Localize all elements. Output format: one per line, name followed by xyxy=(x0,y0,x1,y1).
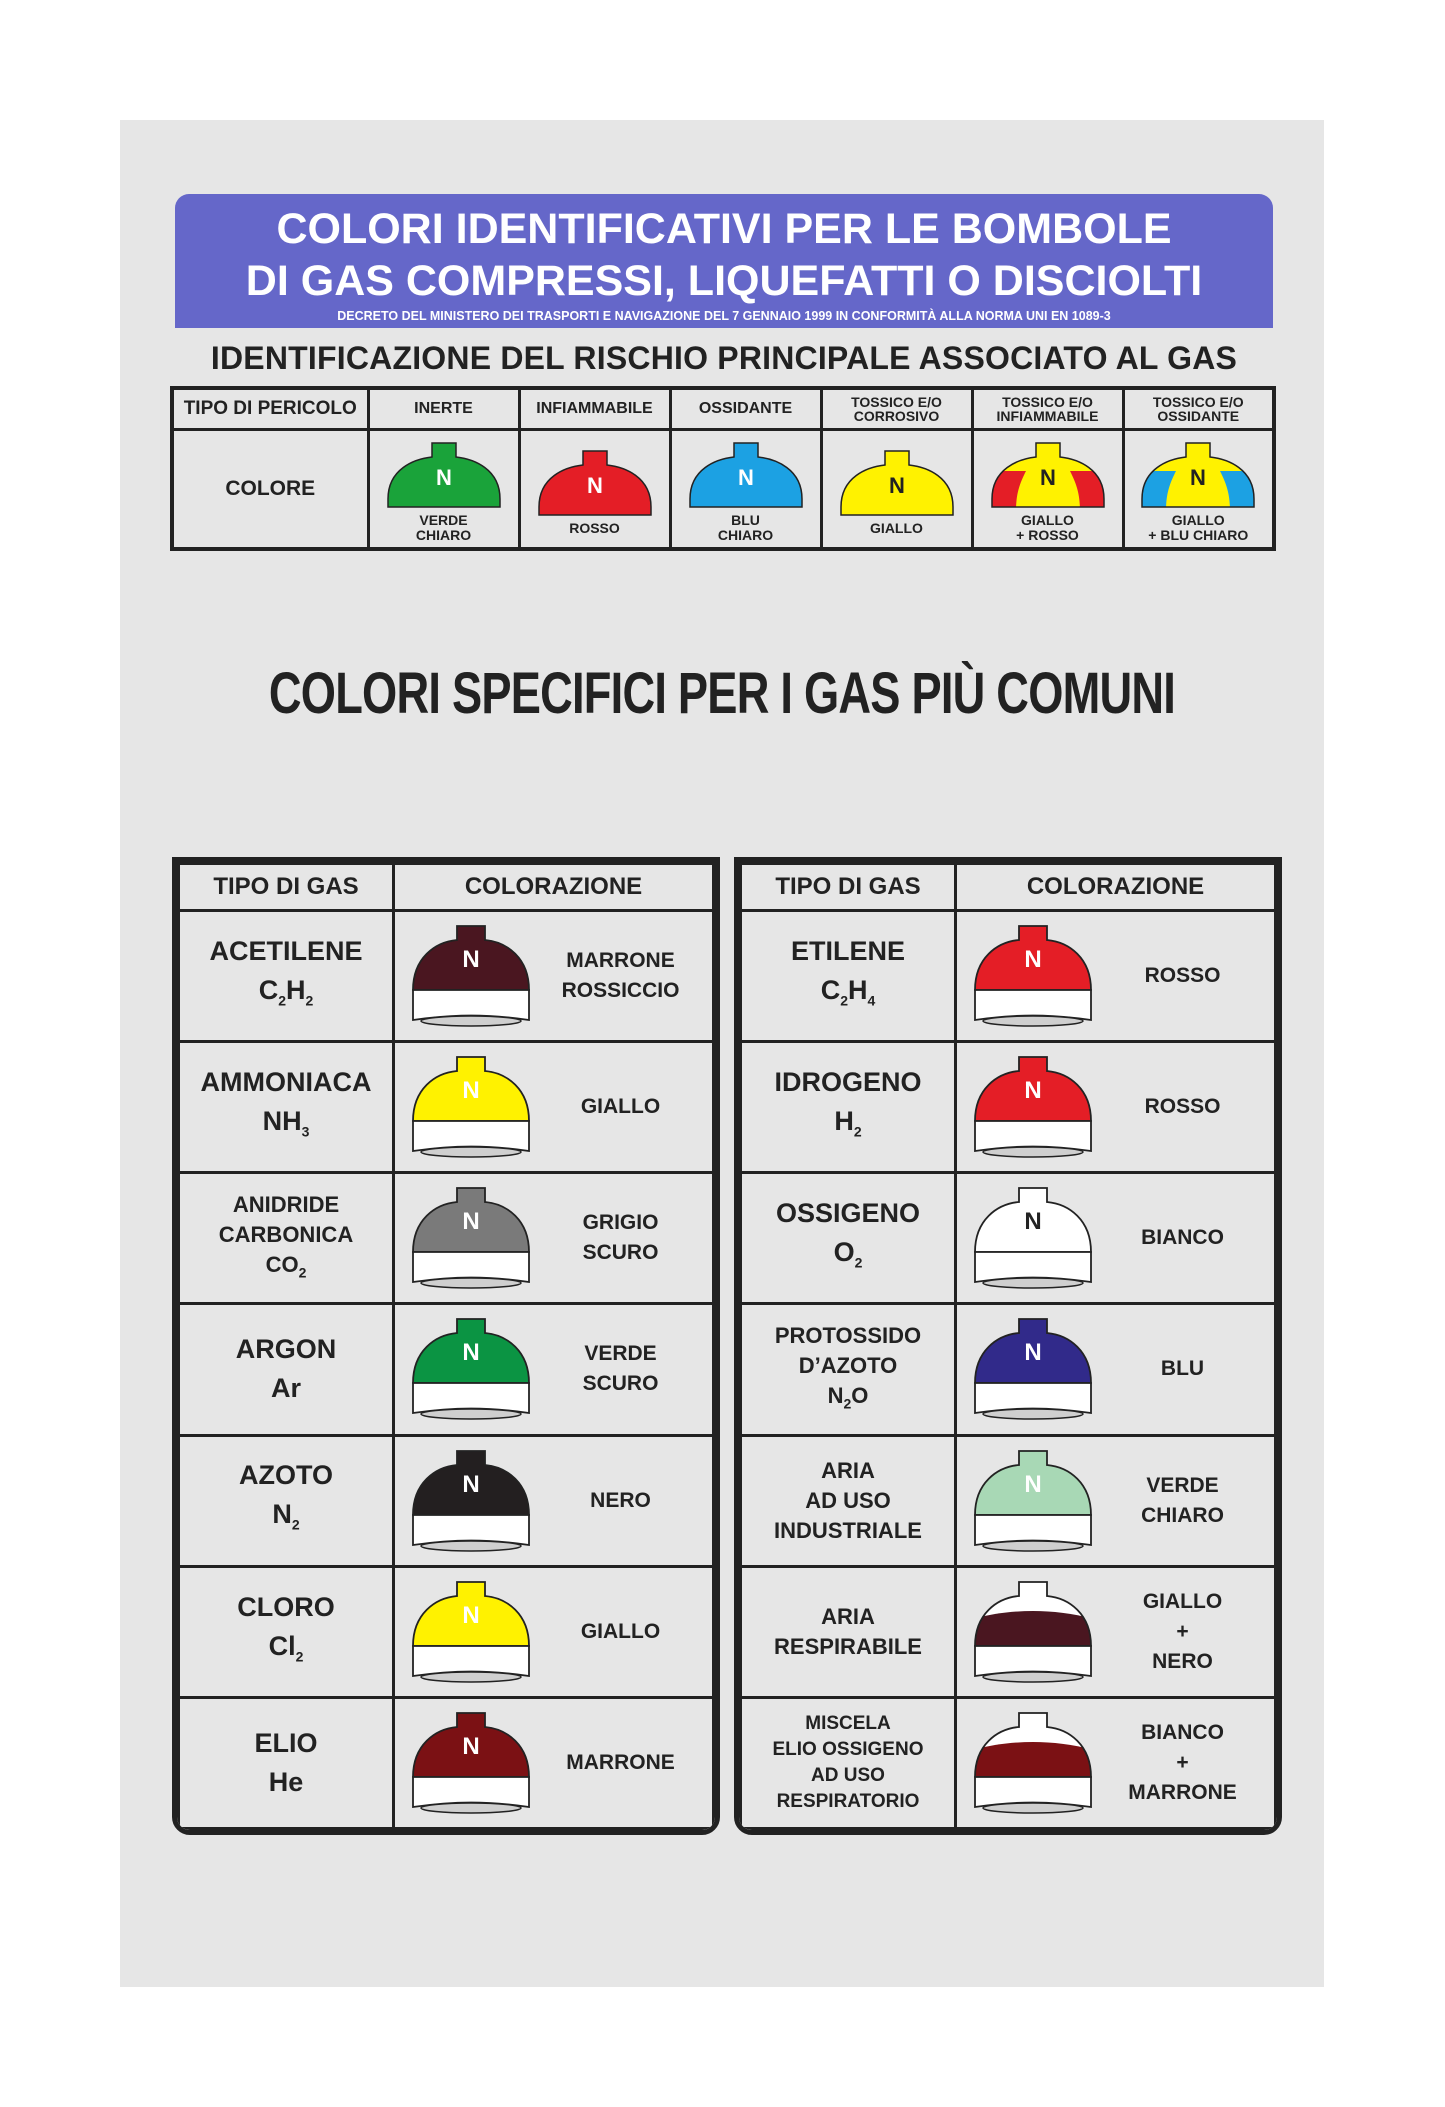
gas-type-cell xyxy=(741,1304,956,1435)
cylinder-cap-icon xyxy=(986,437,1110,511)
gas-type-cell xyxy=(741,1697,956,1828)
cylinder-letter: N xyxy=(462,1339,480,1367)
gas-coloration-cell xyxy=(394,1173,714,1304)
risk-color-name: BLU CHIARO xyxy=(717,512,774,543)
cylinder-letter: N xyxy=(462,1077,480,1105)
formula-subscript: 2 xyxy=(298,1264,307,1281)
gas-type-cell xyxy=(179,1566,394,1697)
risk-color-5 xyxy=(1123,430,1274,550)
gas-row xyxy=(741,911,1276,1042)
risk-color-name: ROSSO xyxy=(569,519,620,536)
gas-row xyxy=(741,1304,1276,1435)
gas-formula xyxy=(180,1762,392,1802)
risk-section-title: IDENTIFICAZIONE DEL RISCHIO PRINCIPALE ASSOCIATO AL GAS xyxy=(210,340,1238,376)
formula-symbol: H xyxy=(834,1106,854,1137)
gas-formula xyxy=(742,1101,954,1151)
formula-subscript: 2 xyxy=(291,1516,300,1533)
risk-type-4: TOSSICO E/O INFIAMMABILE xyxy=(972,388,1123,430)
cylinder-letter: N xyxy=(586,472,603,498)
gas-cylinder-icon xyxy=(969,1447,1097,1555)
gas-name: ACETILENE xyxy=(209,935,363,966)
formula-symbol: NH xyxy=(262,1106,302,1137)
gas-name: ELIO xyxy=(254,1727,318,1758)
gas-cylinder-icon xyxy=(407,1447,535,1555)
risk-type-0: INERTE xyxy=(368,388,519,430)
gas-section-title: COLORI SPECIFICI PER I GAS PIÙ COMUNI xyxy=(268,661,1176,726)
gas-type-cell xyxy=(179,1697,394,1828)
gas-color-name: BIANCO + MARRONE xyxy=(1128,1720,1237,1804)
gas-coloration-cell xyxy=(956,1435,1276,1566)
gas-coloration-cell xyxy=(394,1042,714,1173)
gas-type-cell xyxy=(179,1173,394,1304)
cylinder-letter: N xyxy=(435,465,452,490)
cylinder-cap-icon xyxy=(835,445,959,519)
gas-formula xyxy=(742,970,954,1020)
gas-coloration-cell xyxy=(956,1697,1276,1828)
gas-formula xyxy=(180,1101,392,1151)
title-banner xyxy=(175,194,1273,328)
gas-cylinder-icon xyxy=(407,1709,535,1817)
cylinder-cap-icon xyxy=(1136,437,1260,511)
gas-row xyxy=(179,1042,714,1173)
gas-type-cell xyxy=(741,1566,956,1697)
cylinder-cap-icon xyxy=(382,437,506,511)
gas-cylinder-icon xyxy=(407,922,535,1030)
gas-type-cell xyxy=(741,1042,956,1173)
gas-cylinder-icon xyxy=(969,1578,1097,1686)
cylinder-letter: N xyxy=(1024,1339,1042,1367)
gas-name: IDROGENO xyxy=(774,1067,922,1098)
risk-color-name: VERDE CHIARO xyxy=(415,512,472,543)
gas-row xyxy=(741,1435,1276,1566)
gas-type-cell xyxy=(741,1435,956,1566)
gas-name: ARIA RESPIRABILE xyxy=(774,1603,922,1659)
formula-subscript: 2 xyxy=(853,1123,862,1140)
gas-name: ANIDRIDE CARBONICA xyxy=(218,1191,354,1247)
gas-type-cell xyxy=(179,1042,394,1173)
cylinder-letter: N xyxy=(1024,946,1042,974)
gas-name: OSSIGENO xyxy=(775,1198,921,1229)
gas-coloration-cell xyxy=(394,1697,714,1828)
gas-coloration-cell xyxy=(394,911,714,1042)
gas-type-cell xyxy=(179,1304,394,1435)
cylinder-letter: N xyxy=(1024,1077,1042,1105)
gas-cylinder-icon xyxy=(407,1578,535,1686)
risk-color-2 xyxy=(670,430,821,550)
gas-coloration-cell xyxy=(956,911,1276,1042)
gas-color-name: ROSSO xyxy=(1144,1095,1221,1119)
gas-row xyxy=(179,1697,714,1828)
gas-color-name: VERDE CHIARO xyxy=(1141,1473,1224,1527)
gas-cylinder-icon xyxy=(969,1053,1097,1161)
gas-name: MISCELA ELIO OSSIGENO AD USO RESPIRATORIO xyxy=(772,1712,924,1812)
gas-row xyxy=(179,1435,714,1566)
formula-subscript: 2 xyxy=(295,1647,304,1664)
gas-cylinder-icon xyxy=(969,1709,1097,1817)
gas-cylinder-icon xyxy=(407,1184,535,1292)
col-header-gas-type: TIPO DI GAS xyxy=(179,864,394,911)
cylinder-cap-icon xyxy=(684,437,808,511)
gas-type-cell xyxy=(741,1173,956,1304)
gas-type-cell xyxy=(741,911,956,1042)
cylinder-letter: N xyxy=(462,946,480,974)
gas-cylinder-icon xyxy=(969,1184,1097,1292)
gas-coloration-cell xyxy=(394,1304,714,1435)
risk-color-0 xyxy=(368,430,519,550)
formula-symbol: C xyxy=(258,974,279,1005)
gas-name: PROTOSSIDO D’AZOTO xyxy=(774,1322,922,1378)
gas-name: ARGON xyxy=(235,1334,337,1365)
formula-subscript: 2 xyxy=(843,1395,852,1412)
formula-symbol: H xyxy=(848,974,868,1005)
gas-name: ETILENE xyxy=(790,935,905,966)
formula-symbol: C xyxy=(820,974,841,1005)
gas-color-name: GIALLO + NERO xyxy=(1142,1589,1223,1673)
gas-coloration-cell xyxy=(956,1304,1276,1435)
formula-symbol: O xyxy=(833,1237,855,1268)
col-header-coloration: COLORAZIONE xyxy=(956,864,1276,911)
risk-type-1: INFIAMMABILE xyxy=(519,388,670,430)
gas-name: AMMONIACA xyxy=(200,1067,372,1098)
formula-subscript: 2 xyxy=(854,1254,863,1271)
risk-type-5: TOSSICO E/O OSSIDANTE xyxy=(1123,388,1274,430)
cylinder-letter: N xyxy=(462,1732,480,1760)
gas-color-name: GRIGIO SCURO xyxy=(582,1211,659,1265)
gas-formula xyxy=(180,1250,392,1287)
gas-table-right xyxy=(734,857,1282,1835)
risk-color-3 xyxy=(821,430,972,550)
gas-row xyxy=(179,1173,714,1304)
risk-color-name: GIALLO xyxy=(870,519,923,536)
gas-cylinder-icon xyxy=(407,1053,535,1161)
cylinder-letter: N xyxy=(1190,465,1207,490)
formula-symbol: He xyxy=(268,1766,304,1797)
gas-row xyxy=(179,1566,714,1697)
gas-color-name: MARRONE xyxy=(566,1750,675,1774)
risk-type-label: TIPO DI PERICOLO xyxy=(172,388,368,430)
gas-row xyxy=(179,1304,714,1435)
gas-table-left xyxy=(172,857,720,1835)
gas-color-name: BLU xyxy=(1160,1357,1205,1381)
gas-type-cell xyxy=(179,911,394,1042)
title-line-1: COLORI IDENTIFICATIVI PER LE BOMBOLE xyxy=(276,205,1172,253)
gas-coloration-cell xyxy=(394,1435,714,1566)
cylinder-letter: N xyxy=(888,472,905,498)
decree-text: DECRETO DEL MINISTERO DEI TRASPORTI E NAVIGAZIONE DEL 7 GENNAIO 1999 IN CONFORMITÀ ALLA NORMA UNI EN 1089-3 xyxy=(337,309,1111,323)
gas-coloration-cell xyxy=(956,1566,1276,1697)
formula-symbol: N xyxy=(827,1382,844,1408)
risk-color-name: GIALLO + ROSSO xyxy=(1016,512,1079,543)
formula-subscript: 2 xyxy=(278,992,286,1009)
gas-color-name: GIALLO xyxy=(580,1619,661,1643)
formula-subscript: 2 xyxy=(305,992,314,1009)
gas-formula xyxy=(180,1494,392,1544)
gas-color-name: BIANCO xyxy=(1141,1226,1224,1250)
gas-row xyxy=(741,1042,1276,1173)
gas-row xyxy=(179,911,714,1042)
formula-symbol: CO xyxy=(265,1251,299,1277)
cylinder-letter: N xyxy=(462,1601,480,1629)
formula-symbol: Cl xyxy=(268,1630,296,1661)
col-header-coloration: COLORAZIONE xyxy=(394,864,714,911)
cylinder-cap-icon xyxy=(533,445,657,519)
gas-color-name: ROSSO xyxy=(1144,964,1221,988)
gas-name: ARIA AD USO INDUSTRIALE xyxy=(774,1457,922,1543)
risk-color-4 xyxy=(972,430,1123,550)
gas-row xyxy=(741,1566,1276,1697)
risk-type-2: OSSIDANTE xyxy=(670,388,821,430)
cylinder-letter: N xyxy=(1024,1470,1042,1498)
cylinder-letter: N xyxy=(737,465,754,490)
formula-symbol: Ar xyxy=(270,1373,301,1404)
gas-cylinder-icon xyxy=(407,1315,535,1423)
gas-cylinder-icon xyxy=(969,1315,1097,1423)
risk-type-3: TOSSICO E/O CORROSIVO xyxy=(821,388,972,430)
gas-formula xyxy=(742,1381,954,1418)
cylinder-letter: N xyxy=(1039,465,1056,490)
formula-symbol: H xyxy=(286,974,306,1005)
gas-formula xyxy=(180,1368,392,1408)
gas-color-name: NERO xyxy=(590,1488,651,1512)
formula-symbol: O xyxy=(851,1382,869,1408)
formula-symbol: N xyxy=(272,1499,292,1530)
formula-subscript: 2 xyxy=(840,992,848,1009)
risk-color-1 xyxy=(519,430,670,550)
gas-formula xyxy=(180,1626,392,1676)
formula-subscript: 4 xyxy=(867,992,876,1009)
formula-subscript: 3 xyxy=(301,1123,310,1140)
gas-coloration-cell xyxy=(394,1566,714,1697)
gas-coloration-cell xyxy=(956,1042,1276,1173)
gas-color-name: MARRONE ROSSICCIO xyxy=(561,949,680,1003)
gas-type-cell xyxy=(179,1435,394,1566)
gas-formula xyxy=(180,970,392,1020)
title-line-2: DI GAS COMPRESSI, LIQUEFATTI O DISCIOLTI xyxy=(245,257,1203,305)
risk-color-label: COLORE xyxy=(172,430,368,550)
gas-row xyxy=(741,1697,1276,1828)
col-header-gas-type: TIPO DI GAS xyxy=(741,864,956,911)
cylinder-letter: N xyxy=(462,1470,480,1498)
gas-name: AZOTO xyxy=(239,1460,333,1491)
gas-color-name: GIALLO xyxy=(580,1095,661,1119)
gas-cylinder-icon xyxy=(969,922,1097,1030)
gas-name: CLORO xyxy=(237,1591,335,1622)
gas-color-name: VERDE SCURO xyxy=(582,1342,659,1396)
gas-formula xyxy=(742,1232,954,1282)
cylinder-letter: N xyxy=(1024,1208,1042,1236)
risk-table xyxy=(170,386,1276,551)
gas-coloration-cell xyxy=(956,1173,1276,1304)
poster-sheet xyxy=(120,120,1324,1987)
risk-color-name: GIALLO + BLU CHIARO xyxy=(1148,512,1249,543)
cylinder-letter: N xyxy=(462,1208,480,1236)
gas-row xyxy=(741,1173,1276,1304)
